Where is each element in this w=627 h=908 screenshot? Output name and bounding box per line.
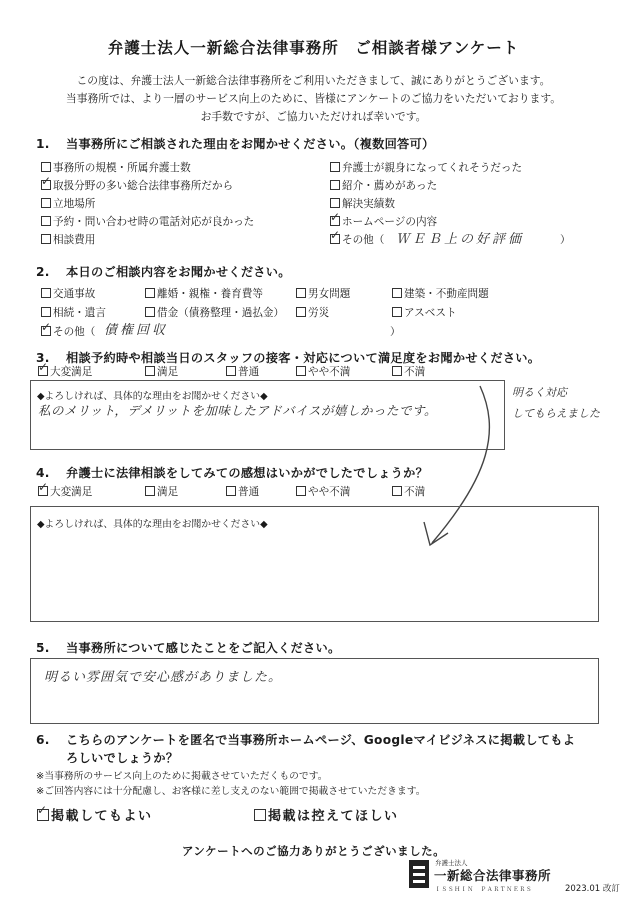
q6-choice-no-label: 掲載は控えてほしい [268, 809, 399, 824]
checkbox-checked[interactable] [37, 809, 49, 821]
q4-rating-somewhat-dissatisfied[interactable] [296, 484, 350, 499]
q1-number: 1. [36, 137, 50, 151]
page-title: 弁護士法人一新総合法律事務所 ご相談者様アンケート [107, 39, 520, 57]
q3-text: 相談予約時や相談当日のスタッフの接客・対応について満足度をお聞かせください。 [66, 351, 541, 365]
firm-logo-icon [409, 860, 429, 888]
q6-number: 6. [36, 733, 50, 747]
q1-option-label: 紹介・薦めがあった [342, 180, 438, 192]
q6-note-1: ※当事務所のサービス向上のために掲載させていただくものです。 [36, 771, 328, 782]
q4-rating-neutral[interactable] [226, 484, 259, 499]
rating-label: 満足 [157, 486, 179, 498]
q1-other-answer[interactable]: ＷＥＢ上の好評価 [396, 232, 525, 247]
q3-answer[interactable]: 私のメリット，デメリットを加味したアドバイスが嬉しかったです。 [38, 403, 438, 418]
checkbox[interactable] [226, 486, 236, 496]
q2-option-label: アスベスト [404, 307, 457, 319]
intro-line-3: お手数ですが、ご協力いただければ幸いです。 [200, 110, 427, 123]
q4-heading [36, 464, 428, 481]
logo-roman: ＩＳＳＨＩＮ ＰＡＲＴＮＥＲＳ [435, 887, 533, 893]
rating-label: 不満 [404, 366, 426, 378]
q2-other-close: ） [390, 326, 401, 338]
rating-label: やや不満 [308, 486, 351, 498]
q1-option-label: 弁護士が親身になってくれそうだった [342, 162, 523, 174]
q6-heading-line-1 [36, 731, 575, 748]
q6-note-2: ※ご回答内容には十分配慮し、お客様に差し支えのない範囲で掲載させていただきます。 [36, 786, 426, 797]
q3-side-note-1: 明るく対応 [512, 386, 567, 399]
q6-choice-yes[interactable] [37, 805, 153, 824]
q2-option-label: 借金（債務整理・過払金） [157, 307, 285, 319]
logo-firm-name: 一新総合法律事務所 [434, 868, 552, 883]
q3-side-note-2: してもらえました [512, 407, 600, 420]
q4-rating-satisfied[interactable] [145, 484, 178, 499]
q2-option-label: 男女問題 [308, 288, 351, 300]
q4-text: 弁護士に法律相談をしてみての感想はいかがでしたでしょうか？ [66, 466, 429, 480]
q2-other-prefix: その他（ [53, 326, 96, 338]
q4-number: 4. [36, 466, 50, 480]
q6-choice-no[interactable] [254, 805, 399, 824]
q2-other-answer[interactable]: 債権回収 [104, 323, 169, 338]
rating-label: 普通 [238, 486, 260, 498]
checkbox-checked[interactable] [38, 486, 48, 496]
q5-text: 当事務所について感じたことをご記入ください。 [66, 641, 341, 655]
q2-text: 本日のご相談内容をお聞かせください。 [66, 265, 291, 279]
checkbox[interactable] [392, 486, 402, 496]
q1-option-label: 相談費用 [53, 234, 96, 246]
rating-label: やや不満 [308, 366, 351, 378]
checkbox[interactable] [296, 486, 306, 496]
q5-number: 5. [36, 641, 50, 655]
q1-option-label: 立地場所 [53, 198, 96, 210]
q5-answer[interactable]: 明るい雰囲気で安心感がありました。 [44, 670, 283, 685]
q1-other-prefix: その他（ [342, 234, 385, 246]
q6-heading-line-2: ろしいでしょうか？ [66, 751, 179, 765]
q2-option-label: 離婚・親権・養育費等 [157, 288, 263, 300]
q1-option-label: 事務所の規模・所属弁護士数 [53, 162, 191, 174]
q3-number: 3. [36, 351, 50, 365]
q4-reason-label: ◆よろしければ、具体的な理由をお聞かせください◆ [37, 519, 268, 530]
q4-rating-dissatisfied[interactable] [392, 484, 425, 499]
q1-option-label: ホームページの内容 [342, 216, 438, 228]
q3-reason-label: ◆よろしければ、具体的な理由をお聞かせください◆ [37, 391, 268, 402]
q6-choice-yes-label: 掲載してもよい [51, 809, 153, 824]
q1-option-label: 予約・問い合わせ時の電話対応が良かった [53, 216, 255, 228]
q2-option-label: 建築・不動産問題 [404, 288, 489, 300]
q1-option-label: 解決実績数 [342, 198, 395, 210]
rating-label: 大変満足 [50, 486, 93, 498]
logo-small-label: 弁護士法人 [435, 859, 468, 867]
intro-line-2: 当事務所では、より一層のサービス向上のために、皆様にアンケートのご協力をいただいております。 [65, 92, 562, 105]
thanks-message: アンケートへのご協力ありがとうございました。 [181, 844, 446, 858]
q6-text-1: こちらのアンケートを匿名で当事務所ホームページ、Googleマイビジネスに掲載してもよ [66, 733, 576, 747]
rating-label: 満足 [157, 366, 179, 378]
q2-option-label: 相続・遺言 [53, 307, 106, 319]
q5-heading [36, 639, 340, 656]
rating-label: 大変満足 [50, 366, 93, 378]
q2-option-label: 労災 [308, 307, 330, 319]
q2-number: 2. [36, 265, 50, 279]
q4-rating-very-satisfied[interactable] [38, 484, 92, 499]
checkbox[interactable] [145, 486, 155, 496]
rating-label: 不満 [404, 486, 426, 498]
rating-label: 普通 [238, 366, 260, 378]
checkbox[interactable] [254, 809, 266, 821]
q1-text: 当事務所にご相談された理由をお聞かせください。（複数回答可） [66, 137, 435, 151]
q2-option-label: 交通事故 [53, 288, 96, 300]
intro-line-1: この度は、弁護士法人一新総合法律事務所をご利用いただきまして、誠にありがとうございます。 [76, 74, 551, 87]
revision-label: 2023.01 改訂 [565, 884, 620, 894]
q1-other-close: ） [560, 234, 571, 246]
q1-option-label: 取扱分野の多い総合法律事務所だから [53, 180, 234, 192]
